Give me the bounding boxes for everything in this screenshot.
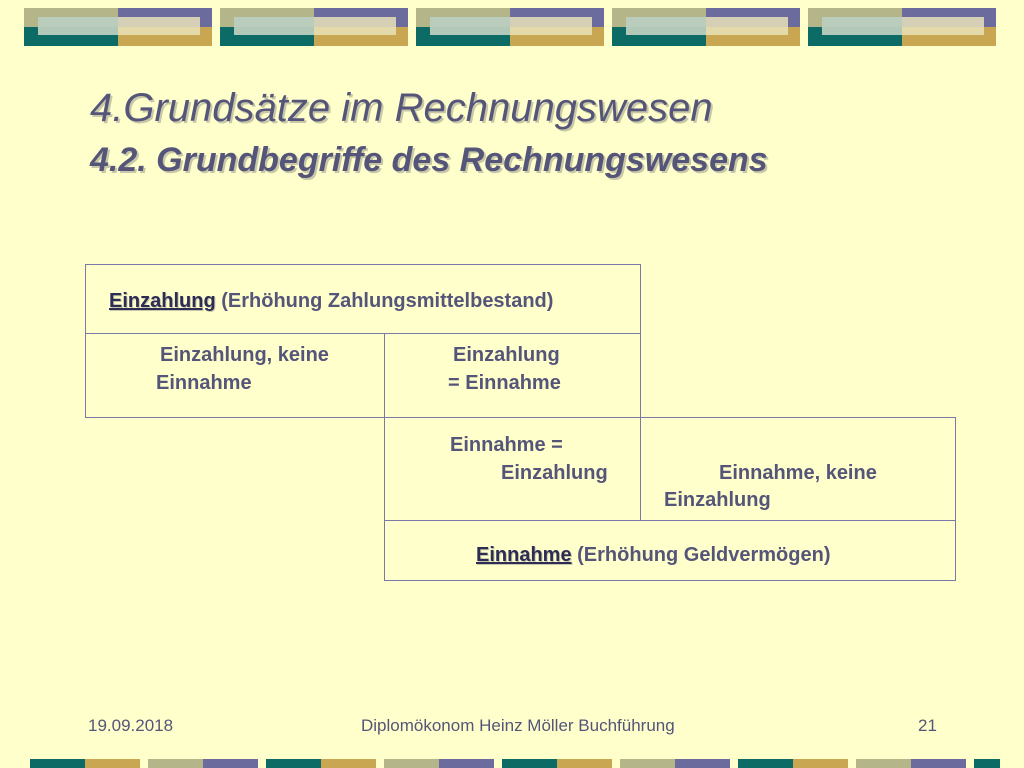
decoration-segment bbox=[321, 759, 376, 768]
footer-page-number: 21 bbox=[918, 716, 937, 735]
einnahme-einzahlung-line2: Einzahlung bbox=[501, 462, 608, 484]
footer-author: Diplomökonom Heinz Möller Buchführung bbox=[361, 716, 675, 735]
decoration-segment bbox=[384, 759, 439, 768]
decoration-segment bbox=[502, 759, 557, 768]
slide-subtitle: 4.2. Grundbegriffe des Rechnungswesens bbox=[90, 141, 768, 179]
einnahme-footer-text bbox=[476, 542, 830, 569]
decoration-block bbox=[24, 8, 212, 46]
decoration-block bbox=[612, 8, 800, 46]
einzahlung-einnahme-line2: = Einnahme bbox=[448, 372, 561, 394]
einzahlung-keine-einnahme-line1: Einzahlung, keine bbox=[160, 344, 329, 366]
decoration-segment bbox=[439, 759, 494, 768]
slide-title: 4.Grundsätze im Rechnungswesen bbox=[90, 86, 713, 130]
decoration-segment bbox=[557, 759, 612, 768]
decoration-segment bbox=[266, 759, 321, 768]
einnahme-keine-einzahlung-line2: Einzahlung bbox=[664, 489, 771, 511]
einnahme-einzahlung-line1: Einnahme = bbox=[450, 434, 563, 456]
einzahlung-header-text bbox=[109, 288, 553, 315]
einzahlung-einnahme-line1: Einzahlung bbox=[453, 344, 560, 366]
decoration-block bbox=[808, 8, 996, 46]
decoration-segment bbox=[675, 759, 730, 768]
einnahme-definition: (Erhöhung Geldvermögen) bbox=[571, 544, 831, 566]
einnahme-keine-einzahlung-line1: Einnahme, keine bbox=[719, 462, 877, 484]
decoration-segment bbox=[793, 759, 848, 768]
bottom-decoration-strip bbox=[30, 759, 1000, 768]
decoration-segment bbox=[974, 759, 1000, 768]
einnahme-term: Einnahme bbox=[476, 544, 572, 566]
decoration-block bbox=[416, 8, 604, 46]
decoration-block bbox=[220, 8, 408, 46]
decoration-segment bbox=[738, 759, 793, 768]
footer-date: 19.09.2018 bbox=[88, 716, 174, 735]
einzahlung-term: Einzahlung bbox=[109, 290, 216, 312]
einzahlung-keine-einnahme-line2: Einnahme bbox=[156, 372, 252, 394]
decoration-segment bbox=[620, 759, 675, 768]
decoration-segment bbox=[911, 759, 966, 768]
decoration-segment bbox=[856, 759, 911, 768]
einzahlung-definition: (Erhöhung Zahlungsmittelbestand) bbox=[215, 290, 554, 312]
decoration-segment bbox=[148, 759, 203, 768]
decoration-segment bbox=[85, 759, 140, 768]
decoration-segment bbox=[203, 759, 258, 768]
decoration-segment bbox=[30, 759, 85, 768]
top-decoration-banner bbox=[24, 8, 1000, 46]
